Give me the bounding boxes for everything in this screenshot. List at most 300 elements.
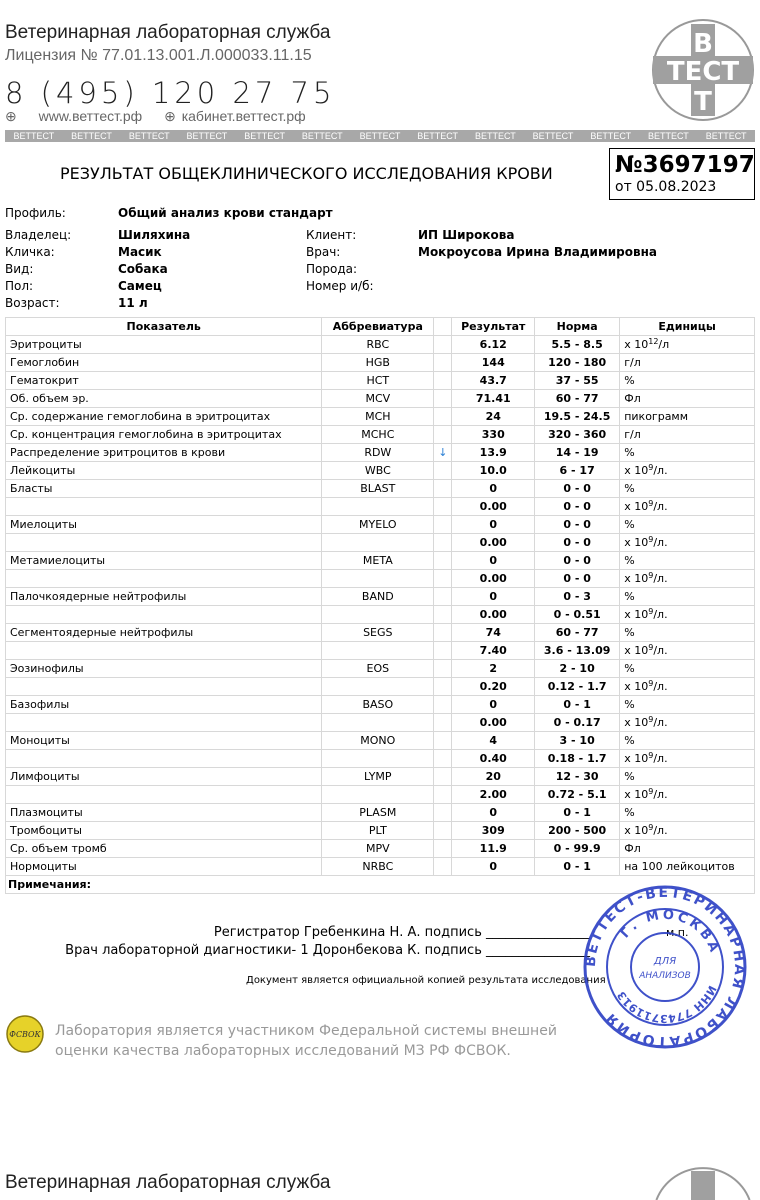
abbreviation <box>322 570 434 588</box>
result-value: 24 <box>452 408 535 426</box>
units-part: x 10 <box>624 716 649 729</box>
units-part: 9 <box>648 751 654 760</box>
result-value: 0.00 <box>452 570 535 588</box>
flag-icon <box>434 426 452 444</box>
strip-word: ВЕТТЕСТ <box>590 131 632 141</box>
abbreviation <box>322 714 434 732</box>
parameter-name: Лимфоциты <box>6 768 322 786</box>
results-table <box>5 317 755 894</box>
units <box>620 822 755 840</box>
units <box>620 570 755 588</box>
norm-range: 3 - 10 <box>535 732 620 750</box>
flag-icon <box>434 606 452 624</box>
units-part: % <box>624 590 635 603</box>
norm-range: 0 - 0 <box>535 552 620 570</box>
parameter-name <box>6 606 322 624</box>
units-part: /л. <box>653 644 668 657</box>
strip-word: ВЕТТЕСТ <box>71 131 112 141</box>
abbreviation: HGB <box>322 354 434 372</box>
result-value: 74 <box>452 624 535 642</box>
units-part: Фл <box>624 842 641 855</box>
table-row <box>6 822 755 840</box>
nick-label: Кличка: <box>5 245 55 259</box>
flag-icon <box>434 354 452 372</box>
cabinet-link[interactable]: кабинет.веттест.рф <box>181 108 306 124</box>
result-value: 0 <box>452 588 535 606</box>
report-date: от 05.08.2023 <box>615 179 717 195</box>
table-row <box>6 588 755 606</box>
parameter-name: Метамиелоциты <box>6 552 322 570</box>
norm-range: 200 - 500 <box>535 822 620 840</box>
stamp-city: Г. МОСКВА <box>617 907 723 957</box>
client-label: Клиент: <box>306 228 357 242</box>
parameter-name <box>6 714 322 732</box>
nick-value: Масик <box>118 245 162 259</box>
site-link[interactable]: www.веттест.рф <box>38 108 143 124</box>
result-value: 330 <box>452 426 535 444</box>
flag-icon <box>434 840 452 858</box>
abbreviation: SEGS <box>322 624 434 642</box>
seal-place: м.п. <box>666 926 689 939</box>
flag-icon <box>434 642 452 660</box>
flag-icon <box>434 588 452 606</box>
norm-range: 320 - 360 <box>535 426 620 444</box>
units-part: % <box>624 626 635 639</box>
units <box>620 516 755 534</box>
units <box>620 696 755 714</box>
parameter-name <box>6 786 322 804</box>
abbreviation: MCH <box>322 408 434 426</box>
vettest-logo-footer <box>651 1166 755 1200</box>
units <box>620 624 755 642</box>
units-part: на 100 лейкоцитов <box>624 860 735 873</box>
flag-icon <box>434 498 452 516</box>
parameter-name: Эритроциты <box>6 336 322 354</box>
svg-text:В: В <box>693 29 713 59</box>
units <box>620 588 755 606</box>
flag-icon <box>434 408 452 426</box>
column-header: Показатель <box>6 318 322 336</box>
units <box>620 336 755 354</box>
table-row <box>6 660 755 678</box>
column-header <box>434 318 452 336</box>
units-part: 9 <box>648 463 654 472</box>
units-part: /л <box>658 338 670 351</box>
units-part: /л. <box>653 464 668 477</box>
sex-value: Самец <box>118 279 162 293</box>
units <box>620 552 755 570</box>
table-row <box>6 444 755 462</box>
parameter-name: Моноциты <box>6 732 322 750</box>
units <box>620 804 755 822</box>
doctor-value: Мокроусова Ирина Владимировна <box>418 245 657 259</box>
norm-range: 0 - 0 <box>535 480 620 498</box>
flag-icon <box>434 696 452 714</box>
flag-icon <box>434 822 452 840</box>
units-part: x 10 <box>624 536 649 549</box>
units-part: x 10 <box>624 500 649 513</box>
flag-icon <box>434 552 452 570</box>
units <box>620 642 755 660</box>
flag-icon <box>434 372 452 390</box>
units-part: 9 <box>648 535 654 544</box>
parameter-name: Плазмоциты <box>6 804 322 822</box>
table-row <box>6 570 755 588</box>
abbreviation: MCV <box>322 390 434 408</box>
websites <box>5 108 324 125</box>
units <box>620 660 755 678</box>
registrar-signature: Регистратор Гребенкина Н. А. подпись ________________ <box>213 925 590 940</box>
norm-range: 0.12 - 1.7 <box>535 678 620 696</box>
units-part: 12 <box>648 337 659 346</box>
parameter-name: Ср. концентрация гемоглобина в эритроцитах <box>6 426 322 444</box>
strip-word: ВЕТТЕСТ <box>532 131 574 141</box>
units <box>620 498 755 516</box>
norm-range: 120 - 180 <box>535 354 620 372</box>
units-part: /л. <box>653 716 668 729</box>
units <box>620 750 755 768</box>
units-part: % <box>624 806 635 819</box>
result-value: 7.40 <box>452 642 535 660</box>
globe-icon: ⊕ <box>164 108 176 124</box>
table-row <box>6 696 755 714</box>
norm-range: 0.18 - 1.7 <box>535 750 620 768</box>
table-row <box>6 534 755 552</box>
result-value: 43.7 <box>452 372 535 390</box>
units-part: x 10 <box>624 824 649 837</box>
flag-icon <box>434 570 452 588</box>
norm-range: 12 - 30 <box>535 768 620 786</box>
units-part: 9 <box>648 715 654 724</box>
norm-range: 0 - 0.17 <box>535 714 620 732</box>
profile-label: Профиль: <box>5 206 66 220</box>
parameter-name <box>6 750 322 768</box>
lab-stamp <box>582 884 748 1050</box>
abbreviation: MCHC <box>322 426 434 444</box>
abbreviation: HCT <box>322 372 434 390</box>
abbreviation: EOS <box>322 660 434 678</box>
card-label: Номер и/б: <box>306 279 374 293</box>
column-header: Результат <box>452 318 535 336</box>
result-value: 2 <box>452 660 535 678</box>
breed-label: Порода: <box>306 262 358 276</box>
result-value: 0.00 <box>452 714 535 732</box>
result-value: 2.00 <box>452 786 535 804</box>
table-row <box>6 678 755 696</box>
units <box>620 372 755 390</box>
result-value: 0 <box>452 696 535 714</box>
parameter-name <box>6 678 322 696</box>
column-header: Единицы <box>620 318 755 336</box>
table-row <box>6 804 755 822</box>
units <box>620 786 755 804</box>
norm-range: 0 - 0 <box>535 498 620 516</box>
units <box>620 678 755 696</box>
abbreviation: WBC <box>322 462 434 480</box>
units-part: Фл <box>624 392 641 405</box>
norm-range: 0 - 1 <box>535 804 620 822</box>
units-part: пикограмм <box>624 410 689 423</box>
table-row <box>6 390 755 408</box>
norm-range: 0 - 1 <box>535 696 620 714</box>
table-row <box>6 606 755 624</box>
units-part: x 10 <box>624 608 649 621</box>
globe-icon: ⊕ <box>5 108 17 124</box>
table-row <box>6 768 755 786</box>
table-row <box>6 552 755 570</box>
result-value: 0 <box>452 552 535 570</box>
abbreviation <box>322 750 434 768</box>
table-row <box>6 426 755 444</box>
client-value: ИП Широкова <box>418 228 515 242</box>
report-number-box <box>609 148 755 200</box>
abbreviation: MONO <box>322 732 434 750</box>
units-part: 9 <box>648 823 654 832</box>
parameter-name: Гематокрит <box>6 372 322 390</box>
abbreviation <box>322 642 434 660</box>
flag-icon <box>434 660 452 678</box>
units-part: % <box>624 698 635 711</box>
parameter-name: Палочкоядерные нейтрофилы <box>6 588 322 606</box>
norm-range: 6 - 17 <box>535 462 620 480</box>
result-value: 0 <box>452 480 535 498</box>
units-part: /л. <box>653 752 668 765</box>
notes-label: Примечания: <box>6 876 755 894</box>
units-part: /л. <box>653 788 668 801</box>
units-part: 9 <box>648 787 654 796</box>
units <box>620 840 755 858</box>
result-value: 0 <box>452 804 535 822</box>
units-part: % <box>624 482 635 495</box>
document-note: Документ является официальной копией результата исследования <box>246 975 606 986</box>
flag-icon <box>434 750 452 768</box>
result-value: 10.0 <box>452 462 535 480</box>
units-part: x 10 <box>624 644 649 657</box>
stamp-center-2: АНАЛИЗОВ <box>639 971 691 981</box>
table-row <box>6 750 755 768</box>
footer-org-name: Ветеринарная лабораторная служба <box>5 1172 331 1193</box>
result-value: 11.9 <box>452 840 535 858</box>
units <box>620 732 755 750</box>
svg-text:ТЕСТ: ТЕСТ <box>666 57 740 87</box>
abbreviation <box>322 606 434 624</box>
parameter-name <box>6 570 322 588</box>
table-row <box>6 732 755 750</box>
strip-word: ВЕТТЕСТ <box>359 131 401 141</box>
parameter-name <box>6 642 322 660</box>
units-part: 9 <box>648 607 654 616</box>
vettest-logo <box>651 18 755 122</box>
abbreviation <box>322 678 434 696</box>
flag-icon <box>434 624 452 642</box>
table-row <box>6 786 755 804</box>
result-value: 0.20 <box>452 678 535 696</box>
strip-word: ВЕТТЕСТ <box>417 131 458 141</box>
units-part: % <box>624 446 635 459</box>
parameter-name: Распределение эритроцитов в крови <box>6 444 322 462</box>
result-value: 20 <box>452 768 535 786</box>
table-row <box>6 516 755 534</box>
owner-value: Шиляхина <box>118 228 191 242</box>
units-part: x 10 <box>624 338 649 351</box>
species-label: Вид: <box>5 262 34 276</box>
units <box>620 858 755 876</box>
units-part: 9 <box>648 571 654 580</box>
flag-icon <box>434 732 452 750</box>
age-value: 11 л <box>118 296 148 310</box>
norm-range: 0 - 99.9 <box>535 840 620 858</box>
strip-word: ВЕТТЕСТ <box>705 131 747 141</box>
species-value: Собака <box>118 262 168 276</box>
abbreviation: NRBC <box>322 858 434 876</box>
units-part: /л. <box>653 824 668 837</box>
units <box>620 408 755 426</box>
org-name: Ветеринарная лабораторная служба <box>5 22 331 43</box>
units-part: г/л <box>624 356 641 369</box>
fsvok-line-2: оценки качества лабораторных исследований МЗ РФ ФСВОК. <box>55 1043 511 1059</box>
flag-icon <box>434 858 452 876</box>
units-part: /л. <box>653 572 668 585</box>
units-part: % <box>624 554 635 567</box>
flag-icon <box>434 390 452 408</box>
units-part: 9 <box>648 499 654 508</box>
parameter-name: Об. объем эр. <box>6 390 322 408</box>
report-number: №3697197 <box>615 152 755 178</box>
parameter-name: Ср. содержание гемоглобина в эритроцитах <box>6 408 322 426</box>
result-value: 71.41 <box>452 390 535 408</box>
units <box>620 534 755 552</box>
norm-range: 60 - 77 <box>535 390 620 408</box>
units-part: /л. <box>653 680 668 693</box>
table-row <box>6 354 755 372</box>
parameter-name: Эозинофилы <box>6 660 322 678</box>
table-row <box>6 408 755 426</box>
fsvok-note <box>55 1021 557 1061</box>
abbreviation: MPV <box>322 840 434 858</box>
table-row <box>6 840 755 858</box>
units <box>620 714 755 732</box>
strip-word: ВЕТТЕСТ <box>13 131 55 141</box>
strip-word: ВЕТТЕСТ <box>244 131 285 141</box>
units-part: г/л <box>624 428 641 441</box>
flag-icon <box>434 804 452 822</box>
norm-range: 0 - 1 <box>535 858 620 876</box>
sex-label: Пол: <box>5 279 34 293</box>
units-part: /л. <box>653 608 668 621</box>
table-row <box>6 714 755 732</box>
units-part: x 10 <box>624 464 649 477</box>
stamp-center-1: ДЛЯ <box>653 956 677 967</box>
norm-range: 37 - 55 <box>535 372 620 390</box>
strip-word: ВЕТТЕСТ <box>474 131 516 141</box>
license: Лицензия № 77.01.13.001.Л.000033.11.15 <box>5 47 312 64</box>
abbreviation <box>322 498 434 516</box>
parameter-name: Нормоциты <box>6 858 322 876</box>
norm-range: 2 - 10 <box>535 660 620 678</box>
flag-icon <box>434 786 452 804</box>
flag-icon <box>434 336 452 354</box>
result-value: 0.00 <box>452 498 535 516</box>
units-part: % <box>624 770 635 783</box>
abbreviation <box>322 534 434 552</box>
flag-icon: ↓ <box>434 444 452 462</box>
units-part: % <box>624 662 635 675</box>
parameter-name: Тромбоциты <box>6 822 322 840</box>
units-part: x 10 <box>624 752 649 765</box>
abbreviation: BASO <box>322 696 434 714</box>
fsvok-line-1: Лаборатория является участником Федеральной системы внешней <box>55 1023 557 1039</box>
flag-icon <box>434 714 452 732</box>
table-row <box>6 336 755 354</box>
flag-icon <box>434 480 452 498</box>
svg-text:ИНН 7743711913 <box>615 983 719 1025</box>
doctor-label: Врач: <box>306 245 341 259</box>
report-title: РЕЗУЛЬТАТ ОБЩЕКЛИНИЧЕСКОГО ИССЛЕДОВАНИЯ КРОВИ <box>60 164 553 183</box>
units-part: % <box>624 734 635 747</box>
table-row <box>6 498 755 516</box>
column-header: Норма <box>535 318 620 336</box>
units <box>620 426 755 444</box>
norm-range: 0.72 - 5.1 <box>535 786 620 804</box>
flag-icon <box>434 516 452 534</box>
table-row <box>6 858 755 876</box>
result-value: 309 <box>452 822 535 840</box>
fsvok-badge-icon <box>5 1014 45 1054</box>
flag-icon <box>434 768 452 786</box>
stamp-inn: ИНН 7743711913 <box>614 983 719 1026</box>
units-part: % <box>624 374 635 387</box>
result-value: 0.40 <box>452 750 535 768</box>
abbreviation <box>322 786 434 804</box>
flag-icon <box>434 534 452 552</box>
brand-strip <box>5 130 755 142</box>
parameter-name <box>6 498 322 516</box>
stamp-outer-text: ВЕТТЕСТ-ВЕТЕРИНАРНАЯ ЛАБОРАТОРИЯ <box>582 884 748 1050</box>
norm-range: 0 - 3 <box>535 588 620 606</box>
column-header: Аббревиатура <box>322 318 434 336</box>
owner-label: Владелец: <box>5 228 72 242</box>
abbreviation: LYMP <box>322 768 434 786</box>
doctor-signature: Врач лабораторной диагностики- 1 Доронбекова К. подпись ________________ <box>65 943 590 958</box>
table-row <box>6 642 755 660</box>
norm-range: 0 - 0 <box>535 534 620 552</box>
parameter-name <box>6 534 322 552</box>
result-value: 144 <box>452 354 535 372</box>
abbreviation: PLASM <box>322 804 434 822</box>
parameter-name: Гемоглобин <box>6 354 322 372</box>
parameter-name: Бласты <box>6 480 322 498</box>
units-part: x 10 <box>624 572 649 585</box>
strip-word: ВЕТТЕСТ <box>186 131 228 141</box>
parameter-name: Лейкоциты <box>6 462 322 480</box>
parameter-name: Сегментоядерные нейтрофилы <box>6 624 322 642</box>
norm-range: 60 - 77 <box>535 624 620 642</box>
abbreviation: RBC <box>322 336 434 354</box>
units <box>620 480 755 498</box>
abbreviation: MYELO <box>322 516 434 534</box>
norm-range: 0 - 0.51 <box>535 606 620 624</box>
norm-range: 19.5 - 24.5 <box>535 408 620 426</box>
svg-text:Т: Т <box>694 87 712 117</box>
units-part: 9 <box>648 643 654 652</box>
flag-icon <box>434 462 452 480</box>
units <box>620 606 755 624</box>
parameter-name: Базофилы <box>6 696 322 714</box>
svg-text:ФСВОК: ФСВОК <box>9 1030 41 1039</box>
age-label: Возраст: <box>5 296 60 310</box>
abbreviation: BLAST <box>322 480 434 498</box>
abbreviation: META <box>322 552 434 570</box>
